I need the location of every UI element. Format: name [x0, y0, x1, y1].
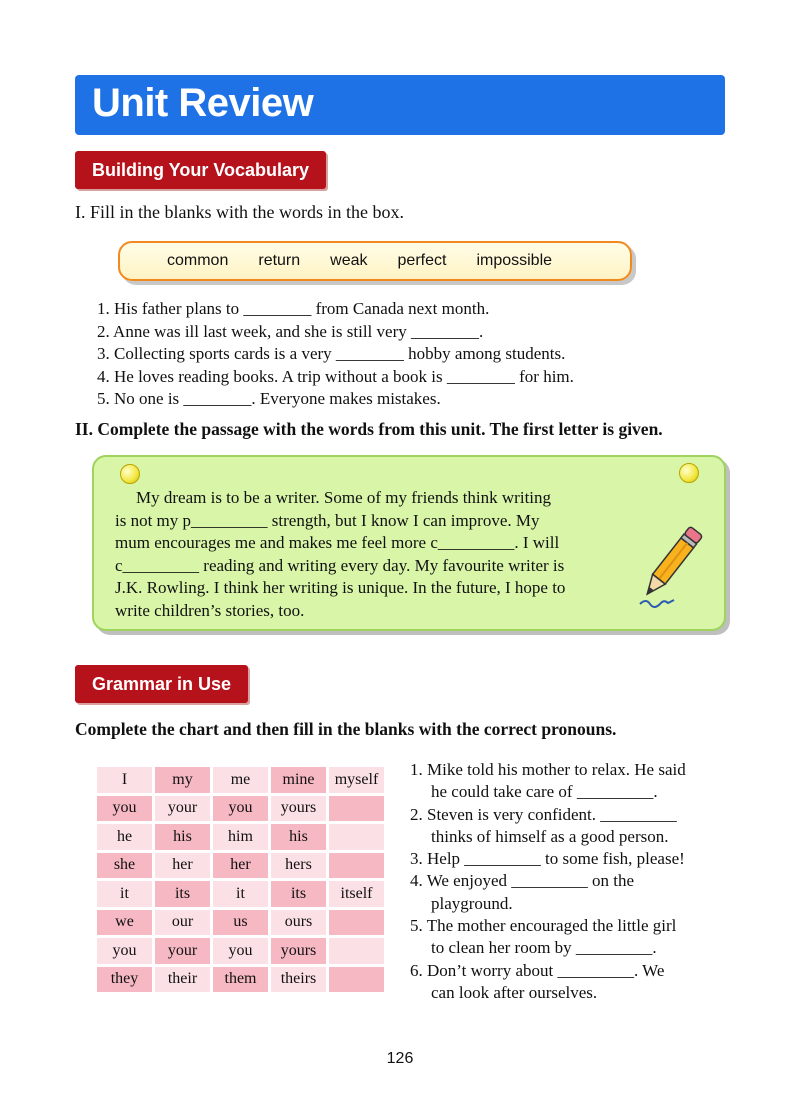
- pronoun-chart-row: [97, 796, 384, 822]
- exercise-item: 5. The mother encouraged the little girl: [410, 916, 677, 936]
- pronoun-chart-row: [97, 824, 384, 850]
- pronoun-chart-row: [97, 767, 384, 793]
- pronoun-chart-cell: hers: [271, 853, 326, 879]
- exercise-item-continuation: can look after ourselves.: [431, 982, 598, 1002]
- pronoun-chart-cell: [329, 824, 384, 850]
- exercise-item: 6. Don’t worry about _________. We: [410, 960, 665, 980]
- pronoun-chart-row: [97, 853, 384, 879]
- pronoun-chart-cell: itself: [329, 881, 384, 907]
- part2-instruction: II. Complete the passage with the words from this unit. The first letter is given.: [75, 419, 663, 439]
- pronoun-chart-cell: my: [155, 767, 210, 793]
- pronoun-chart-cell: your: [155, 938, 210, 964]
- pronoun-chart-row: [97, 910, 384, 936]
- pronoun-chart-cell: them: [213, 967, 268, 993]
- pronoun-chart-cell: [329, 938, 384, 964]
- pronoun-chart-row: [97, 967, 384, 993]
- exercise-item: 3. Help _________ to some fish, please!: [410, 849, 685, 869]
- passage-line: write children’s stories, too.: [115, 600, 305, 620]
- grammar-instruction: Complete the chart and then fill in the blanks with the correct pronouns.: [75, 719, 617, 739]
- pronoun-chart-cell: yours: [271, 938, 326, 964]
- exercise-item: 1. Mike told his mother to relax. He said: [410, 760, 686, 779]
- pronoun-chart-cell: myself: [329, 767, 384, 793]
- passage-line: mum encourages me and makes me feel more c_________. I will: [115, 533, 560, 552]
- vocabulary-sentences: [97, 298, 574, 411]
- pronoun-chart-cell: [329, 853, 384, 879]
- pronoun-chart-cell: theirs: [271, 967, 326, 993]
- pronoun-chart-cell: me: [213, 767, 268, 793]
- pronoun-chart-cell: [329, 910, 384, 936]
- exercise-item-continuation: playground.: [431, 893, 513, 913]
- pencil-icon: [632, 520, 708, 610]
- pronoun-chart-cell: it: [213, 881, 268, 907]
- pronoun-chart-cell: his: [271, 824, 326, 850]
- vocabulary-sentence: 5. No one is ________. Everyone makes mistakes.: [97, 389, 441, 408]
- pronoun-chart-cell: his: [155, 824, 210, 850]
- pronoun-chart-row: [97, 938, 384, 964]
- pronoun-exercises: [410, 759, 686, 1004]
- exercise-item-continuation: thinks of himself as a good person.: [431, 826, 669, 846]
- unit-review-banner: [75, 75, 725, 135]
- pronoun-chart-cell: I: [97, 767, 152, 793]
- part1-instruction: I. Fill in the blanks with the words in the box.: [75, 202, 404, 222]
- pronoun-chart-row: [97, 881, 384, 907]
- vocabulary-section-tag: Building Your Vocabulary: [75, 151, 326, 189]
- pronoun-chart-cell: you: [213, 938, 268, 964]
- pronoun-chart-cell: you: [97, 796, 152, 822]
- vocabulary-sentence: 3. Collecting sports cards is a very ________ hobby among students.: [97, 344, 566, 363]
- pronoun-chart-cell: it: [97, 881, 152, 907]
- vocabulary-sentence: 2. Anne was ill last week, and she is still very ________.: [97, 321, 484, 341]
- exercise-item: 2. Steven is very confident. _________: [410, 804, 677, 824]
- pronoun-chart: [94, 764, 387, 995]
- pronoun-chart-cell: [329, 967, 384, 993]
- pushpin-icon: [679, 463, 699, 483]
- pronoun-chart-cell: they: [97, 967, 152, 993]
- pronoun-chart-cell: her: [213, 853, 268, 879]
- pushpin-icon: [120, 464, 140, 484]
- pronoun-chart-cell: mine: [271, 767, 326, 793]
- vocabulary-sentence: 4. He loves reading books. A trip without a book is ________ for him.: [97, 366, 574, 386]
- pronoun-chart-cell: you: [97, 938, 152, 964]
- pronoun-chart-cell: ours: [271, 910, 326, 936]
- pronoun-chart-cell: [329, 796, 384, 822]
- page-number: 126: [386, 1050, 414, 1067]
- pronoun-chart-cell: her: [155, 853, 210, 879]
- word-box-item: return: [258, 252, 301, 269]
- vocabulary-sentence: 1. His father plans to ________ from Canada next month.: [97, 299, 490, 318]
- pronoun-chart-cell: you: [213, 796, 268, 822]
- exercise-item: 4. We enjoyed _________ on the: [410, 871, 635, 891]
- pronoun-chart-cell: he: [97, 824, 152, 850]
- pronoun-chart-cell: its: [155, 881, 210, 907]
- pronoun-chart-cell: its: [271, 881, 326, 907]
- pronoun-chart-cell: yours: [271, 796, 326, 822]
- page-title: Unit Review: [92, 81, 314, 125]
- exercise-item-continuation: to clean her room by _________.: [431, 938, 657, 958]
- passage-line: c_________ reading and writing every day. My favourite writer is: [115, 555, 565, 575]
- passage-note: [92, 455, 726, 631]
- pronoun-chart-cell: our: [155, 910, 210, 936]
- word-box-item: weak: [330, 252, 368, 269]
- pronoun-chart-cell: your: [155, 796, 210, 822]
- word-box: [118, 241, 632, 281]
- exercise-item-continuation: he could take care of _________.: [431, 782, 658, 802]
- passage-line: My dream is to be a writer. Some of my friends think writing: [136, 488, 552, 507]
- pronoun-chart-cell: we: [97, 910, 152, 936]
- grammar-section-tag: Grammar in Use: [75, 665, 248, 703]
- pronoun-chart-cell: him: [213, 824, 268, 850]
- pronoun-chart-cell: she: [97, 853, 152, 879]
- word-box-item: impossible: [476, 252, 553, 269]
- passage-line: is not my p_________ strength, but I know I can improve. My: [115, 510, 540, 530]
- word-box-item: perfect: [397, 252, 447, 269]
- passage-line: J.K. Rowling. I think her writing is unique. In the future, I hope to: [115, 578, 566, 597]
- passage-text: [115, 487, 635, 622]
- pronoun-chart-cell: their: [155, 967, 210, 993]
- pronoun-chart-cell: us: [213, 910, 268, 936]
- word-box-item: common: [167, 252, 229, 269]
